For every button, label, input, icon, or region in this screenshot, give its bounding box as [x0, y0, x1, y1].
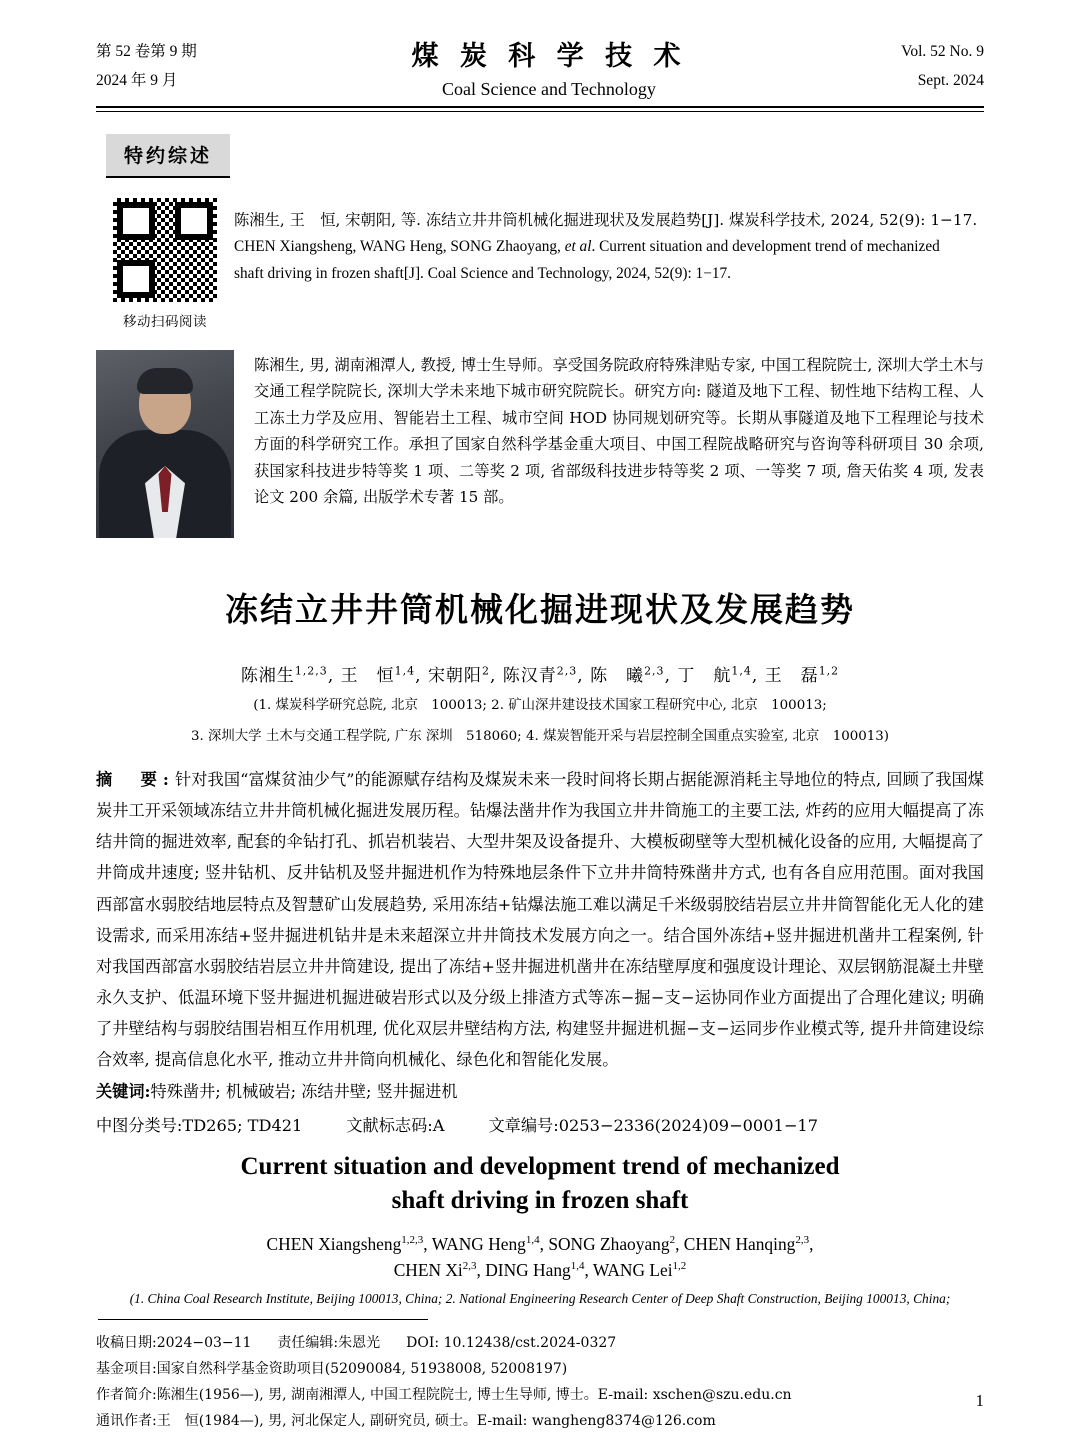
footnote-corresponding [96, 1408, 984, 1434]
masthead-right [901, 34, 984, 95]
citation-text [234, 194, 984, 330]
received-label: 收稿日期: [96, 1335, 157, 1352]
article-value: 0253−2336(2024)09−0001−17 [558, 1115, 818, 1135]
article-label: 文章编号: [488, 1115, 559, 1135]
corresponding-label: 通讯作者: [96, 1413, 157, 1430]
authors-en-line1: CHEN Xiangsheng$^{1,2,3}$, WANG Heng$^{1,4}$, SONG Zhaoyang$^2$, CHEN Hanqing$^{2,3}$, [266, 1233, 814, 1254]
author-affil-marker: 2,3 [795, 1234, 810, 1247]
doi-value[interactable]: 10.12438/cst.2024-0327 [443, 1335, 617, 1352]
doc-label: 文献标志码: [346, 1115, 433, 1135]
doc-value: A [432, 1115, 445, 1135]
citation-row [96, 194, 984, 330]
clc-label: 中图分类号: [96, 1115, 183, 1135]
clc-block [96, 1112, 984, 1136]
abstract-label: 摘 要: [96, 770, 175, 790]
author-separator: , [489, 666, 503, 686]
fund-value: 国家自然科学基金资助项目(52090084, 51938008, 52008197) [156, 1361, 568, 1378]
journal-title-cn: 煤 炭 科 学 技 术 [411, 41, 687, 72]
author-name: 陈 曦$^{2,3}$ [590, 664, 665, 686]
doc-group [346, 1112, 444, 1136]
affiliation-cn-line2: 3. 深圳大学 土木与交通工程学院, 广东 深圳 518060; 4. 煤炭智能开采与岩层控制全国重点实验室, 北京 100013) [190, 729, 890, 745]
author-separator: , [327, 666, 341, 686]
masthead-left [96, 34, 197, 95]
author-portrait [96, 350, 234, 538]
author-separator: , [751, 666, 765, 686]
author-affil-marker: 2 [481, 664, 490, 678]
abstract-block [96, 764, 984, 1075]
masthead-divider [96, 106, 984, 112]
doi-label: DOI: [406, 1335, 440, 1352]
column-label-wrap [106, 134, 984, 178]
article-group [488, 1112, 818, 1136]
author-affil-marker: 1,4 [570, 1260, 585, 1273]
page-title: 冻结立井井筒机械化掘进现状及发展趋势 [225, 590, 855, 629]
title-en-line2: shaft driving in frozen shaft [391, 1187, 689, 1215]
author-separator: , [476, 1260, 486, 1281]
author-affil-marker: 1,2,3 [294, 664, 328, 678]
volume-issue-cn: 第 52 卷第 9 期 [96, 43, 197, 60]
author-name: 宋朝阳$^2$ [427, 664, 490, 686]
author-affil-marker: 2,3 [556, 664, 578, 678]
abstract-text: 针对我国“富煤贫油少气”的能源赋存结构及煤炭未来一段时间将长期占据能源消耗主导地位的特点, 回顾了我国煤炭井工开采领域冻结立井井筒机械化掘进发展历程。钻爆法凿井作为我国立井井筒施工的主要工法, 炸药的应用大幅提高了冻结井筒的掘进效率, 配套的伞钻打孔、抓岩机装岩、大型井架及设备提升、大模板砌壁等大型机械化设备的应用, 大幅提高了井筒成井速度; 竖井钻机、反井钻机及竖井掘进机作为特殊地层条件下立井井筒特殊凿井方式, 也有各自应用范围。面对我国西部富水弱胶结地层特点及智慧矿山发展趋势, 采用冻结+钻爆法施工难以满足千米级弱胶结岩层立井井筒智能化无人化的建设需求, 而采用冻结+竖井掘进机钻井是未来超深立井井筒技术发展方向之一。结合国外冻结+竖井掘进机凿井工程案例, 针对我国西部富水弱胶结岩层立井井筒建设, 提出了冻结+竖井掘进机凿井在冻结壁厚度和强度设计理论、双层钢筋混凝土井壁永久支护、低温环境下竖井掘进机掘进破岩形式以及分级上排渣方式等冻−掘−支−运协同作业方面提出了合理化建议; 明确了井壁结构与弱胶结围岩相互作用机理, 优化双层井壁结构方法, 构建竖井掘进机掘−支−运同步作业模式等, 提升井筒建设综合效率, 提高信息化水平, 推动立井井筒向机械化、绿色化和智能化发展。 [96, 770, 984, 1070]
author-affil-marker: 2 [669, 1234, 676, 1247]
masthead [96, 34, 984, 104]
author-name: 丁 航$^{1,4}$ [677, 664, 752, 686]
author-name: CHEN Hanqing$^{2,3}$ [683, 1233, 810, 1254]
authors-en [96, 1231, 984, 1283]
author-name: WANG Heng$^{1,4}$ [431, 1233, 540, 1254]
footnote-received [96, 1330, 984, 1356]
affiliation-en: (1. China Coal Research Institute, Beijing 100013, China; 2. National Engineering Research Center of Deep Shaft Construction, Beijing 100013, China; [129, 1291, 951, 1307]
author-name: 王 磊$^{1,2}$ [764, 664, 840, 686]
author-separator: , [415, 666, 428, 686]
author-value: 陈湘生(1956—), 男, 湖南湘潭人, 中国工程院院士, 博士生导师, 博士。E-mail: xschen@szu.edu.cn [156, 1387, 792, 1404]
footnote-author [96, 1382, 984, 1408]
citation-en-line1: CHEN Xiangsheng, WANG Heng, SONG Zhaoyang, et al. Current situation and development trend of mechanized [234, 238, 940, 256]
keywords-label: 关键词: [96, 1082, 151, 1102]
author-name: DING Hang$^{1,4}$ [485, 1260, 585, 1281]
keywords-block [96, 1077, 984, 1108]
clc-value: TD265; TD421 [182, 1115, 303, 1135]
author-separator: , [539, 1233, 549, 1254]
author-separator: , [584, 1260, 593, 1281]
authors-en-line2 [96, 1257, 984, 1283]
author-name: CHEN Xiangsheng$^{1,2,3}$ [266, 1233, 424, 1254]
author-affil-marker: 1,2 [818, 664, 840, 678]
author-name: SONG Zhaoyang$^2$ [548, 1233, 676, 1254]
author-separator: , [423, 1233, 432, 1254]
citation-en-line2: shaft driving in frozen shaft[J]. Coal Science and Technology, 2024, 52(9): 1−17. [234, 264, 731, 282]
date-cn: 2024 年 9 月 [96, 71, 178, 89]
author-affil-marker: 2,3 [462, 1260, 477, 1273]
editor-value: 朱恩光 [338, 1335, 381, 1352]
author-name: CHEN Xi$^{2,3}$ [393, 1260, 477, 1281]
author-name: 陈湘生$^{1,2,3}$ [240, 664, 328, 686]
qr-code-icon[interactable] [113, 198, 217, 302]
author-affil-marker: 1,4 [394, 664, 416, 678]
editor-label: 责任编辑: [277, 1335, 339, 1352]
volume-issue-en: Vol. 52 No. 9 [901, 43, 984, 60]
footnote-fund [96, 1356, 984, 1382]
author-separator: , [577, 666, 591, 686]
page-number: 1 [975, 1391, 984, 1410]
author-bio-row [96, 350, 984, 538]
author-name: 陈汉青$^{2,3}$ [502, 664, 578, 686]
author-label: 作者简介: [96, 1387, 157, 1404]
author-affil-marker: 1,2,3 [401, 1234, 424, 1247]
title-en-line1: Current situation and development trend of mechanized [240, 1152, 840, 1180]
author-separator: , [664, 666, 678, 686]
keywords-text: 特殊凿井; 机械破岩; 冻结井壁; 竖井掘进机 [150, 1082, 458, 1102]
author-affil-marker: 1,2 [672, 1260, 687, 1273]
citation-cn: 陈湘生, 王 恒, 宋朝阳, 等. 冻结立井井筒机械化掘进现状及发展趋势[J]. 煤炭科学技术, 2024, 52(9): 1−17. [234, 211, 978, 229]
clc-group [96, 1112, 302, 1136]
qr-caption: 移动扫码阅读 [123, 314, 207, 330]
author-separator: , [675, 1233, 684, 1254]
author-affil-marker: 2,3 [644, 664, 665, 678]
author-affil-marker: 1,4 [731, 664, 752, 678]
footnotes [96, 1330, 984, 1434]
masthead-center [197, 34, 901, 100]
author-bio-text: 陈湘生, 男, 湖南湘潭人, 教授, 博士生导师。享受国务院政府特殊津贴专家, 中国工程院院士, 深圳大学土木与交通工程学院院长, 深圳大学未来地下城市研究院院长。研究方向: 隧道及地下工程、韧性地下结构工程、人工冻土力学及应用、智能岩土工程、城市空间 HOD 协同规划研究等。长期从事隧道及地下工程理论与技术方面的科学研究工作。承担了国家自然科学基金重大项目、中国工程院战略研究与咨询等科研项目 30 余项, 获国家科技进步特等奖 1 项、二等奖 2 项, 省部级科技进步特等奖 2 项、一等奖 7 项, 詹天佑奖 4 项, 发表论文 200 余篇, 出版学术专著 15 部。 [254, 356, 984, 507]
date-en: Sept. 2024 [917, 71, 984, 89]
corresponding-value: 王 恒(1984—), 男, 河北保定人, 副研究员, 硕士。E-mail: wangheng8374@126.com [156, 1413, 716, 1430]
affiliation-cn-line1: (1. 煤炭科学研究总院, 北京 100013; 2. 矿山深井建设技术国家工程研究中心, 北京 100013; [253, 698, 827, 713]
title-en [96, 1150, 984, 1219]
fund-label: 基金项目: [96, 1361, 157, 1378]
journal-title-en: Coal Science and Technology [442, 79, 656, 99]
author-name: 王 恒$^{1,4}$ [340, 664, 416, 686]
footnote-divider [98, 1319, 428, 1320]
author-affil-marker: 1,4 [525, 1234, 540, 1247]
column-label: 特约综述 [106, 134, 230, 178]
received-value: 2024−03−11 [156, 1335, 252, 1352]
qr-column [96, 194, 234, 330]
authors-cn [96, 661, 984, 686]
author-name: WANG Lei$^{1,2}$ [592, 1260, 687, 1281]
